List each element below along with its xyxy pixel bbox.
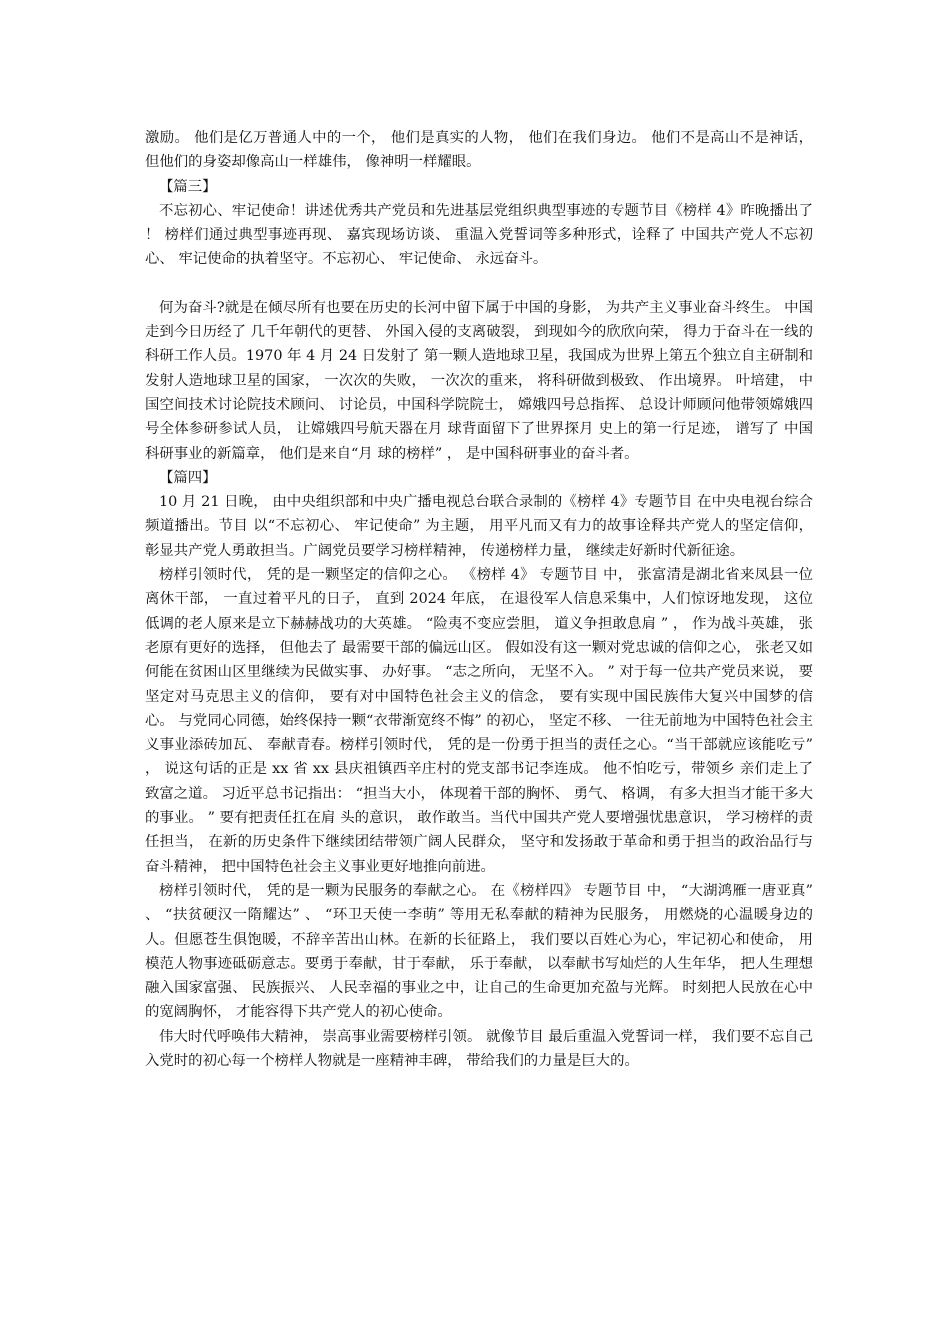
paragraph-4-1: 10 月 21 日晚， 由中央组织部和中央广播电视总台联合录制的《榜样 4》专题节目 在中央电视台综合频道播出。节目 以“不忘初心、 牢记使命” 为主题， 用平凡而又有力的故事诠释共产党人的坚定信仰， 彰显共产党人勇敢担当。广阔党员要学习榜样精神， 传递榜样力量， 继续走好新时代新征途。 <box>145 494 813 559</box>
paragraph-intro: 激励。 他们是亿万普通人中的一个， 他们是真实的人物， 他们在我们身边。 他们不是高山不是神话， 但他们的身姿却像高山一样雄伟， 像神明一样耀眼。 <box>145 130 813 171</box>
section-heading-3: 【篇三】 <box>159 178 217 195</box>
paragraph-4-4: 伟大时代呼唤伟大精神， 崇高事业需要榜样引领。 就像节目 最后重温入党誓词一样， 我们要不忘自己入党时的初心每一个榜样人物就是一座精神丰碑， 带给我们的力量是巨大的。 <box>145 1028 813 1069</box>
section-heading-4: 【篇四】 <box>159 469 217 486</box>
blank-line <box>145 272 813 296</box>
paragraph-3-1: 不忘初心、牢记使命！讲述优秀共产党员和先进基层党组织典型事迹的专题节目《榜样 4》昨晚播出了 ！ 榜样们通过典型事迹再现、 嘉宾现场访谈、 重温入党誓词等多种形式，诠释了 中国共产党人不忘初心、 牢记使命的执着坚守。不忘初心、 牢记使命、 永远奋斗。 <box>145 202 813 268</box>
paragraph-4-3: 榜样引领时代， 凭的是一颗为民服务的奉献之心。 在《榜样四》 专题节目 中， “大湖鸿雁一唐亚真” 、 “扶贫硬汉一隋耀达” 、 “环卫天使一李萌” 等用无私奉献的精神为民服务， 用燃烧的心温暖身边的人。但愿苍生俱饱暖，不辞辛苦出山林。在新的长征路上， 我们要以百姓心为心，牢记初心和使命， 用模范人物事迹砥砺意志。要勇于奉献，甘于奉献， 乐于奉献， 以奉献书写灿烂的人生年华， 把人生理想融入国家富强、 民族振兴、 人民幸福的事业之中，让自己的生命更加充盈与光辉。 时刻把人民放在心中的宽阔胸怀， 才能容得下共产党人的初心使命。 <box>145 882 813 1021</box>
paragraph-3-2: 何为奋斗?就是在倾尽所有也要在历史的长河中留下属于中国的身影， 为共产主义事业奋斗终生。 中国走到今日历经了 几千年朝代的更替、 外国入侵的支离破裂， 到现如今的欣欣向荣， 得力于奋斗在一线的科研工作人员。1970 年 4 月 24 日发射了 第一颗人造地球卫星，我国成为世界上第五个独立自主研制和发射人造地球卫星的国家， 一次次的失败， 一次次的重来， 将科研做到极致、 作出境界。 叶培建， 中国空间技术讨论院技术顾问、 讨论员，中国科学院院士， 嫦娥四号总指挥、 总设计师顾问他带领嫦娥四号全体参研参试人员， 让嫦娥四号航天器在月 球背面留下了世界探月 史上的第一行足迹， 谱写了 中国科研事业的新篇章， 他们是来自“月 球的榜样” ， 是中国科研事业的奋斗者。 <box>145 299 813 462</box>
document-body <box>145 126 813 1073</box>
paragraph-4-2: 榜样引领时代， 凭的是一颗坚定的信仰之心。 《榜样 4》 专题节目 中， 张富清是湖北省来凤县一位离休干部， 一直过着平凡的日子， 直到 2024 年底， 在退役军人信息采集中，人们惊讶地发现， 这位低调的老人原来是立下赫赫战功的大英雄。 “险夷不变应尝胆， 道义争担敢息肩 ” ， 作为战斗英雄， 张老原有更好的选择， 但他去了 最需要干部的偏远山区。 假如没有这一颗对党忠诚的信仰之心， 张老又如何能在贫困山区里继续为民做实事、 办好事。 “志之所向， 无坚不入。 ” 对于每一位共产党员来说， 要坚定对马克思主义的信仰， 要有对中国特色社会主义的信念， 要有实现中国民族伟大复兴中国梦的信心。 与党同心同德，始终保持一颗“衣带渐宽终不悔” 的初心， 坚定不移、 一往无前地为中国特色社会主义事业添砖加瓦、 奉献青春。榜样引领时代， 凭的是一份勇于担当的责任之心。“当干部就应该能吃亏” ， 说这句话的正是 xx 省 xx 县庆祖镇西辛庄村的党支部书记李连成。 他不怕吃亏，带领乡 亲们走上了 致富之道。 习近平总书记指出： “担当大小， 体现着干部的胸怀、 勇气、 格调， 有多大担当才能干多大的事业。 ” 要有把责任扛在肩 头的意识， 敢作敢当。当代中国共产党人要增强忧患意识， 学习榜样的责任担当， 在新的历史条件下继续团结带领广阔人民群众， 坚守和发扬敢于革命和勇于担当的政治品行与奋斗精神， 把中国特色社会主义事业更好地推向前进。 <box>145 567 813 875</box>
